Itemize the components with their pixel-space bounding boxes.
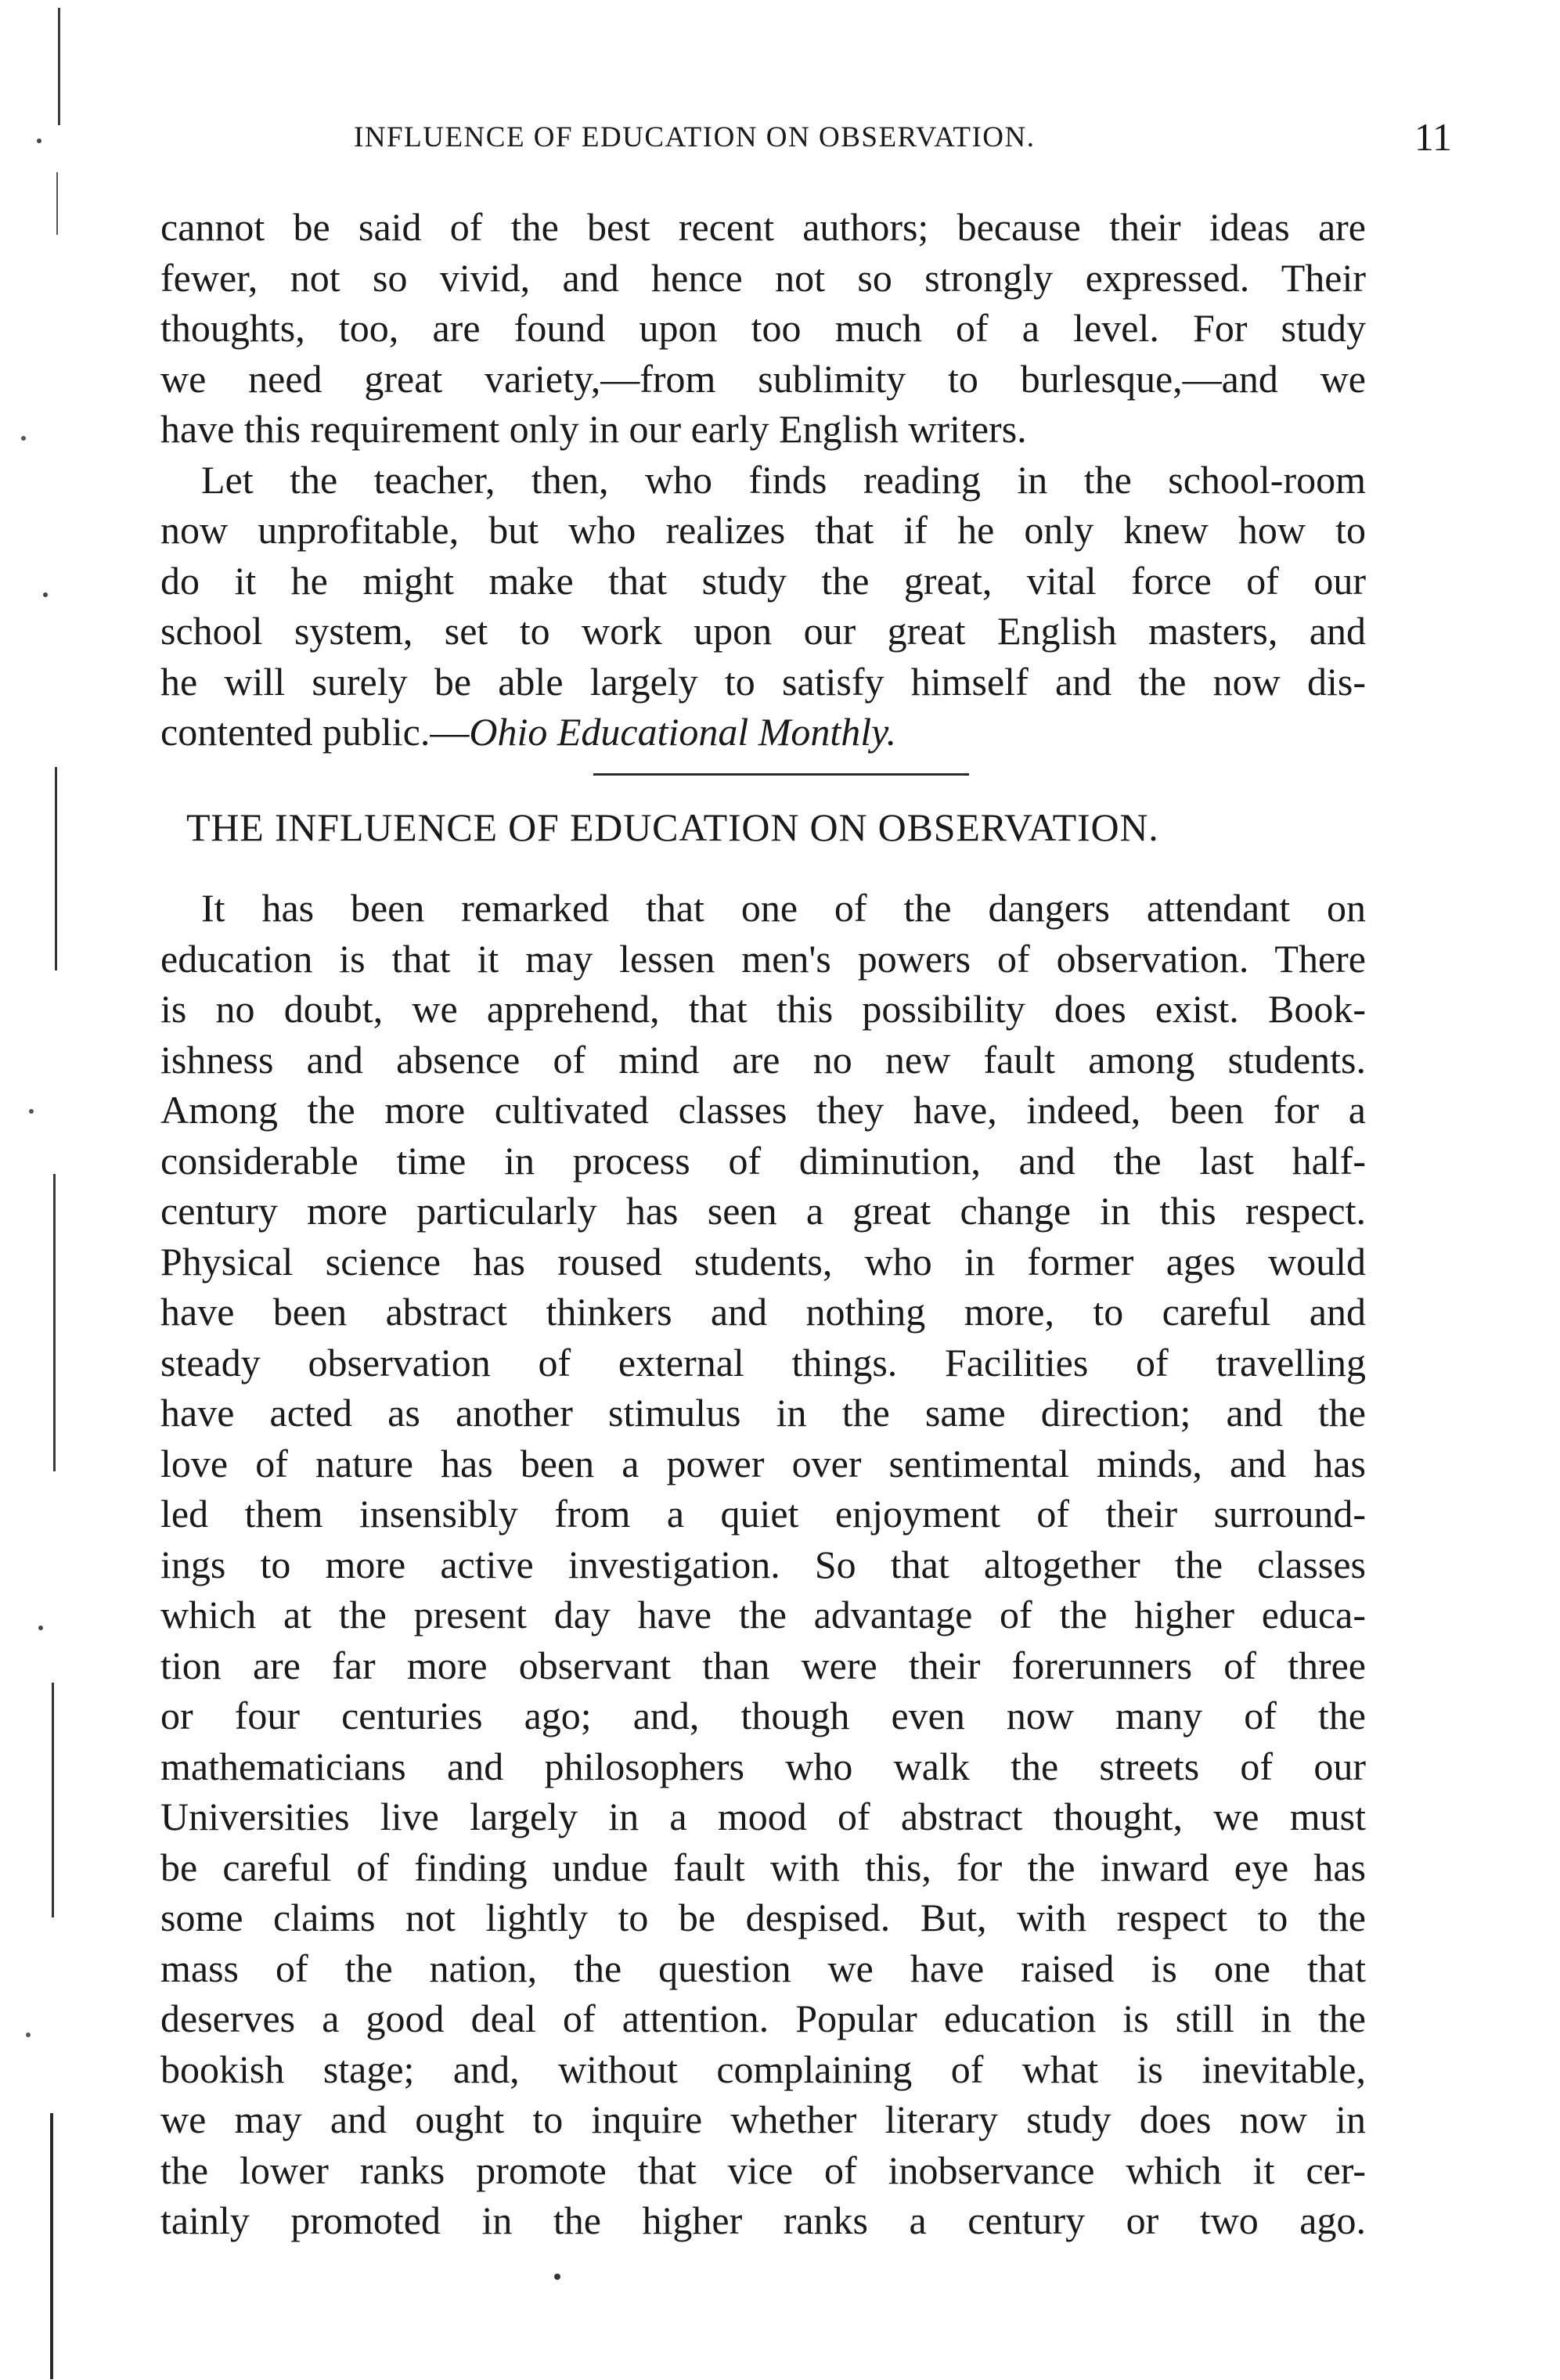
closing-line-text: contented public.—	[160, 710, 470, 754]
text-line: education is that it may lessen men's powers of observation. There	[160, 936, 1366, 981]
printer-mark	[554, 2274, 560, 2280]
text-line: steady observation of external things. Facilities of travelling	[160, 1340, 1366, 1384]
text-line: be careful of finding undue fault with this, for the inward eye has	[160, 1845, 1366, 1889]
text-line: we may and ought to inquire whether literary study does now in	[160, 2097, 1366, 2141]
text-line: which at the present day have the advantage of the higher educa-	[160, 1593, 1366, 1636]
scan-gutter-marks	[0, 0, 86, 2380]
text-line: do it he might make that study the great, vital force of our	[160, 558, 1366, 603]
article-title: THE INFLUENCE OF EDUCATION ON OBSERVATION.	[186, 805, 1159, 849]
running-title: INFLUENCE OF EDUCATION ON OBSERVATION.	[354, 121, 1036, 153]
text-line: school system, set to work upon our great English masters, and	[160, 609, 1366, 653]
text-line: considerable time in process of diminution, and the last half-	[160, 1138, 1366, 1183]
section-divider	[593, 773, 969, 776]
text-line: It has been remarked that one of the dangers attendant on	[201, 886, 1366, 930]
text-line: or four centuries ago; and, though even now many of the	[160, 1694, 1366, 1737]
running-head	[164, 114, 1458, 161]
text-line: Physical science has roused students, who in former ages would	[160, 1239, 1366, 1284]
text-line: ishness and absence of mind are no new fault among students.	[160, 1037, 1366, 1082]
text-line: Universities live largely in a mood of abstract thought, we must	[160, 1795, 1366, 1838]
text-line: Let the teacher, then, who finds reading in the school-room	[201, 457, 1366, 502]
text-line: century more particularly has seen a great change in this respect.	[160, 1189, 1366, 1233]
text-line: some claims not lightly to be despised. But, with respect to the	[160, 1896, 1366, 1939]
text-line: he will surely be able largely to satisfy himself and the now dis-	[160, 659, 1366, 704]
text-line: mathematicians and philosophers who walk the streets of our	[160, 1744, 1366, 1788]
previous-article-end	[160, 202, 1366, 758]
text-line: Among the more cultivated classes they have, indeed, been for a	[160, 1088, 1366, 1132]
text-line: the lower ranks promote that vice of inobservance which it cer-	[160, 2148, 1366, 2192]
text-line: deserves a good deal of attention. Popular education is still in the	[160, 1997, 1366, 2040]
text-line: is no doubt, we apprehend, that this possibility does exist. Book-	[160, 987, 1366, 1031]
text-line: ings to more active investigation. So that altogether the classes	[160, 1542, 1366, 1586]
text-line: cannot be said of the best recent authors; because their ideas are	[160, 205, 1366, 249]
text-line: have acted as another stimulus in the same direction; and the	[160, 1391, 1366, 1435]
text-line: love of nature has been a power over sentimental minds, and has	[160, 1441, 1366, 1485]
article-body	[160, 883, 1366, 2246]
text-line: led them insensibly from a quiet enjoyment of their surround-	[160, 1492, 1366, 1536]
text-line: mass of the nation, the question we have raised is one that	[160, 1946, 1366, 1990]
source-citation: Ohio Educational Monthly.	[469, 710, 897, 754]
text-line: fewer, not so vivid, and hence not so strongly expressed. Their	[160, 255, 1366, 300]
text-line: now unprofitable, but who realizes that if he only knew how to	[160, 508, 1366, 552]
text-line: tion are far more observant than were their forerunners of three	[160, 1643, 1366, 1687]
text-line: thoughts, too, are found upon too much of a level. For study	[160, 306, 1366, 350]
text-line: tainly promoted in the higher ranks a century or two ago.	[160, 2198, 1366, 2242]
text-line: we need great variety,—from sublimity to burlesque,—and we	[160, 356, 1366, 401]
page-number: 11	[1414, 115, 1452, 159]
text-line: have this requirement only in our early English writers.	[160, 407, 1027, 451]
text-line: have been abstract thinkers and nothing more, to careful and	[160, 1290, 1366, 1334]
text-line: bookish stage; and, without complaining of what is inevitable,	[160, 2047, 1366, 2091]
closing-line	[160, 707, 1366, 758]
